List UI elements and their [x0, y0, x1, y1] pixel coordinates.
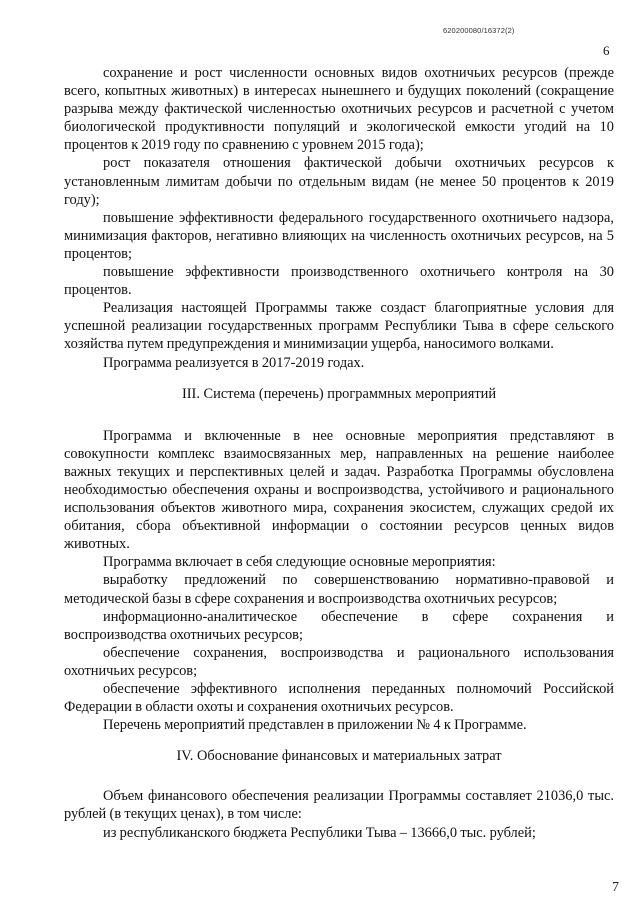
section-heading-4: IV. Обоснование финансовых и материальных затрат	[176, 748, 502, 765]
paragraph: Реализация настоящей Программы также создаст благоприятные условия для успешной реализации государственных программ Республики Тыва в сфере сельского хозяйства путем предупреждения и минимизации ущерба, наносимого волками.	[64, 300, 614, 353]
page-number: 6	[603, 43, 610, 58]
paragraph: Программа включает в себя следующие основные мероприятия:	[103, 554, 496, 571]
paragraph: сохранение и рост численности основных видов охотничьих ресурсов (прежде всего, копытных животных) в интересах нынешнего и будущих поколений (сокращение разрыва между фактической численностью охотничьих ресурсов и расчетной с учетом биологической продуктивности популяций и экологической емкости угодий на 10 процентов к 2019 году по сравнению с уровнем 2015 года);	[64, 65, 614, 154]
paragraph: из республиканского бюджета Республики Тыва – 13666,0 тыс. рублей;	[103, 824, 536, 841]
paragraph: Программа и включенные в нее основные мероприятия представляют в совокупности комплекс взаимосвязанных мер, направленных на решение наиболее важных текущих и перспективных целей и задач. Разработка Программы обусловлена необходимостью обеспечения охраны и воспроизводства, устойчивого и рационального использования объектов животного мира, сохранения экосистем, служащих средой их обитания, сбора объективной информации о состоянии ресурсов ценных видов животных.	[64, 427, 614, 553]
paragraph: обеспечение сохранения, воспроизводства и рационального использования охотничьих ресурсов;	[64, 644, 614, 679]
paragraph: Перечень мероприятий представлен в приложении № 4 к Программе.	[103, 717, 527, 734]
document-body	[64, 64, 614, 842]
paragraph: повышение эффективности производственного охотничьего контроля на 30 процентов.	[64, 264, 614, 299]
paragraph: Программа реализуется в 2017-2019 годах.	[103, 354, 365, 371]
document-id: 620200080/16372(2)	[443, 26, 515, 35]
section-heading-3: III. Система (перечень) программных мероприятий	[181, 385, 497, 402]
paragraph: рост показателя отношения фактической добычи охотничьих ресурсов к установленным лимитам добычи по отдельным видам (не менее 50 процентов к 2019 году);	[64, 155, 614, 208]
paragraph: информационно-аналитическое обеспечение в сфере сохранения и воспроизводства охотничьих ресурсов;	[64, 608, 614, 643]
handwritten-page-mark: 7	[612, 880, 619, 895]
paragraph: повышение эффективности федерального государственного охотничьего надзора, минимизация факторов, негативно влияющих на численность охотничьих ресурсов, на 5 процентов;	[64, 209, 614, 262]
paragraph: выработку предложений по совершенствованию нормативно-правовой и методической базы в сфере сохранения и воспроизводства охотничьих ресурсов;	[64, 572, 614, 607]
paragraph: Объем финансового обеспечения реализации Программы составляет 21036,0 тыс. рублей (в текущих ценах), в том числе:	[64, 788, 614, 823]
paragraph: обеспечение эффективного исполнения переданных полномочий Российской Федерации в области охоты и сохранения охотничьих ресурсов.	[64, 681, 614, 716]
